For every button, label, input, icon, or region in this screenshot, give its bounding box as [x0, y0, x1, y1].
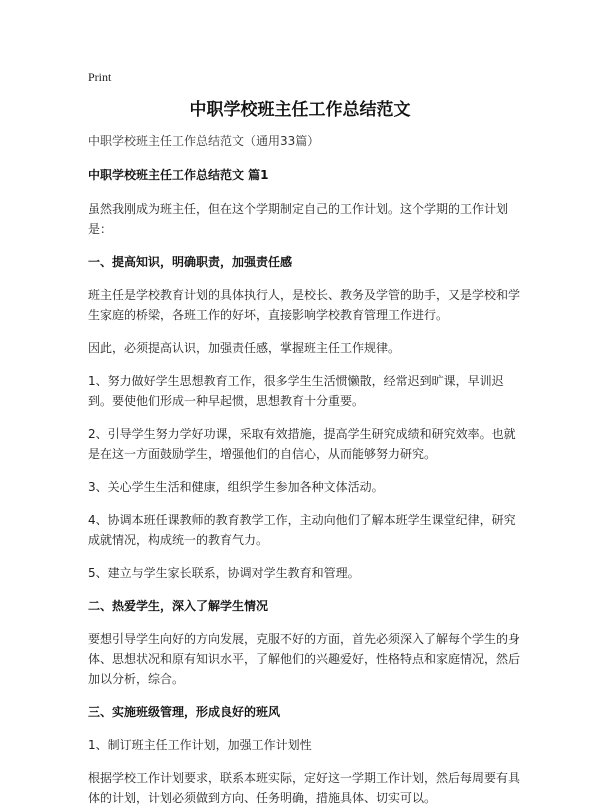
list-item-5: 5、建立与学生家长联系，协调对学生教育和管理。 — [88, 566, 360, 580]
paragraph-intro: 虽然我刚成为班主任，但在这个学期制定自己的工作计划。这个学期的工作计划是： — [88, 202, 509, 236]
heading-1: 一、提高知识，明确职责，加强责任感 — [88, 255, 293, 269]
print-link[interactable]: Print — [88, 70, 112, 84]
list-item-6: 1、制订班主任工作计划，加强工作计划性 — [88, 738, 312, 752]
document-body — [88, 131, 520, 808]
paragraph-4: 根据学校工作计划要求，联系本班实际，定好这一学期工作计划，然后每周要有具体的计划，计划必须做到方向、任务明确，措施具体、切实可以。 — [88, 771, 521, 805]
list-item-4: 4、协调本班任课教师的教育教学工作，主动向他们了解本班学生课堂纪律，研究成就情况，构成统一的教育气力。 — [88, 513, 516, 547]
heading-2: 二、热爱学生，深入了解学生情况 — [88, 599, 269, 613]
paragraph-2: 因此，必须提高认识，加强责任感，掌握班主任工作规律。 — [88, 341, 401, 355]
list-item-1: 1、努力做好学生思想教育工作，很多学生生活惯懒散，经常迟到旷课，早训迟到。要使他们形成一种早起惯，思想教育十分重要。 — [88, 374, 504, 408]
document-subtitle: 中职学校班主任工作总结范文（通用33篇） — [88, 134, 320, 148]
list-item-3: 3、关心学生生活和健康，组织学生参加各种文体活动。 — [88, 480, 384, 494]
paragraph-3: 要想引导学生向好的方向发展，克服不好的方面，首先必须深入了解每个学生的身体、思想状况和原有知识水平，了解他们的兴趣爱好，性格特点和家庭情况，然后加以分析，综合。 — [88, 632, 521, 686]
page-title: 中职学校班主任工作总结范文 — [189, 100, 411, 120]
heading-3: 三、实施班级管理，形成良好的班风 — [88, 705, 281, 719]
list-item-2: 2、引导学生努力学好功课，采取有效措施，提高学生研究成绩和研究效率。也就是在这一方面鼓励学生，增强他们的自信心，从而能够努力研究。 — [88, 427, 516, 461]
section-title: 中职学校班主任工作总结范文 篇1 — [88, 168, 269, 182]
paragraph-1: 班主任是学校教育计划的具体执行人，是校长、教务及学管的助手，又是学校和学生家庭的桥梁，各班工作的好坏，直接影响学校教育管理工作进行。 — [88, 288, 521, 322]
